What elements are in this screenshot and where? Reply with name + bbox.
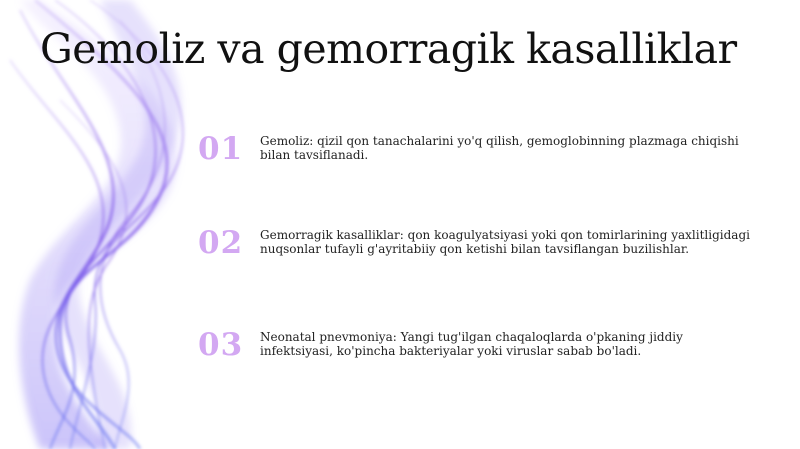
list-item <box>198 328 758 362</box>
item-text: Gemorragik kasalliklar: qon koagulyatsiyasi yoki qon tomirlarining yaxlitligidagi nuqsonlar tufayli g'ayritabiiy qon ketishi bilan tavsiflangan buzilishlar. <box>260 228 750 256</box>
list-item <box>198 132 758 166</box>
item-text: Neonatal pnevmoniya: Yangi tug'ilgan chaqaloqlarda o'pkaning jiddiy infektsiyasi, ko'pincha bakteriyalar yoki viruslar sabab bo'ladi. <box>260 330 683 358</box>
item-text: Gemoliz: qizil qon tanachalarini yo'q qilish, gemoglobinning plazmaga chiqishi bilan tavsiflanadi. <box>260 134 739 162</box>
list-item <box>198 226 758 260</box>
item-number: 03 <box>198 327 244 363</box>
item-number: 02 <box>198 225 244 261</box>
slide-title: Gemoliz va gemorragik kasalliklar <box>40 25 737 73</box>
item-number: 01 <box>198 131 244 167</box>
